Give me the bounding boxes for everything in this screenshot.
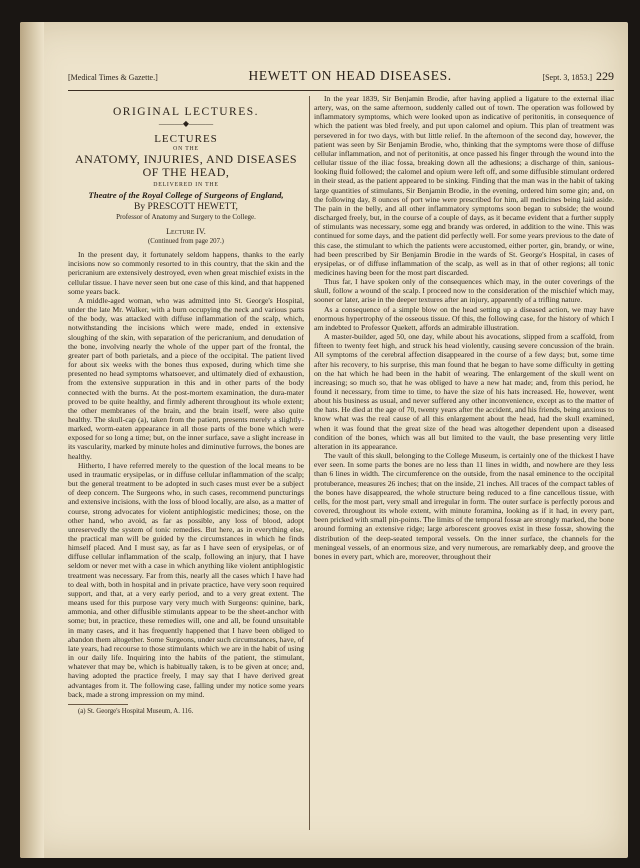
lecture-title-line-1: ANATOMY, INJURIES, AND DISEASES bbox=[74, 152, 298, 167]
lecture-number: Lecture IV. bbox=[166, 227, 206, 237]
body-paragraph: A middle-aged woman, who was admitted into St. George's Hospital, under the late Mr. Walker, with a burn occupying the neck and various parts of the body, was attacked with diffuse inflammation of the scalp, which, notwithstanding the incisions which were made, ended in extensive sloughing of the skin, with separation of the pericranium, and denudation of the bone, involving nearly the whole of the upper part of the frontal, the greater part of both parietals, and a piece of the occipital. The patient lived for about six weeks with the bones thus exposed, during which time she presented no head symptoms whatsoever, and ultimately died of exhaustion, from the extensive suppuration in this and in other parts of the body connected with the burns. At the post-mortem examination, the dura-mater proved to be quite healthy, and firmly adherent throughout its whole extent; the other membranes of the brain, and the brain itself, were also quite healthy. The skull-cap (a), taken from the patient, presents merely a slightly-marked, worm-eaten appearance in all those parts of the bone which were exposed for so long a time; but, on the inner surface, save a slight increase in its vascularity, marked by minute holes and diminutive furrows, the bones are healthy. bbox=[68, 295, 304, 461]
running-head bbox=[68, 68, 614, 91]
body-paragraph: The vault of this skull, belonging to the College Museum, is certainly one of the thickest I have ever seen. In some parts the bones are no less than 11 lines in width, and nowhere are they less than 6 lines in width. The circumference on the outside, from the nasal eminence to the occipital protuberance, measures 26 inches; that on the inside, 21 inches. All traces of the compact tables of the bones have disappeared, the whole structure being reduced to a fine cancellous tissue, with cells, for the most part, very small and irregular in form. The outer surface is perfectly porous and covered, throughout its whole extent, with minute foramina, looking as if it had, in every part, been pricked with small pin-points. The limits of the temporal fossæ are strongly marked, the bone around forming an extensive ridge; large arborescent grooves exist in these fossæ, showing the distribution of the deep-seated temporal vessels. On the inner surface, the channels for the meningeal vessels, of an enormous size, and very numerous, are remarkably deep, and groove the bones in every part, which are, moreover, throughout their bbox=[314, 451, 614, 561]
publication-name: [Medical Times & Gazette.] bbox=[68, 73, 158, 82]
column-divider bbox=[309, 96, 310, 830]
body-paragraph: In the present day, it fortunately seldom happens, thanks to the early incisions now so commonly resorted to in this country, that the skin and the pericranium are extensively destroyed, even when great mischief exists in the cellular tissue. I have never seen but one case of this kind, and that happened some years back. bbox=[68, 250, 304, 296]
body-paragraph: As a consequence of a simple blow on the head setting up a diseased action, we may have enormous hypertrophy of the osseous tissue. Of this, the following case, for the history of which I am indebted to Professor Quekett, affords an admirable illustration. bbox=[314, 304, 614, 332]
body-paragraph: In the year 1839, Sir Benjamin Brodie, after having applied a ligature to the external iliac artery, was, on the same afternoon, suddenly called out of town. The operation was followed by inflammatory symptoms, which were looked upon as indicative of peritonitis, in consequence of which the patient was bled freely, and put upon calomel and opium. This plan of treatment was persevered in for two days, with but little relief. In the afternoon of the second day, however, the patient was seen by Sir Benjamin Brodie, who, thinking that the symptoms were those of diffuse cellular inflammation, and not of peritonitis, at once passed his finger through the wound into the cellular tissue of the iliac fossa, breaking down all the adhesions; a discharge of thin, sanious-looking fluid followed; the calomel and opium were left off, and some diffusible stimulant ordered in their stead, as the patient appeared to be sinking. Finding that the man was in the habit of taking large quantities of stimulants, Sir Benjamin Brodie, in the evening, ordered him some gin; and, on the following day, 8 ounces of port wine were prescribed for him, all medicines being laid aside. The pain in the belly, and all other inflammatory symptoms soon began to subside; the wound discharged freely, but, in the course of a couple of days, as it became evident that a further supply of stimulants was necessary, some egg and brandy was ordered, in addition to the wine. This was continued for some days, and the patient did perfectly well. For some years previous to the date of this case, the stimulant to which the patients were accustomed, either porter, gin, brandy, or wine, had been prescribed by Sir Benjamin Brodie in the wards of St. George's Hospital, in cases of erysipelas, or of diffuse inflammation of the scalp, as well as in that of other regions; all tonic medicines having been for the most part discarded. bbox=[314, 94, 614, 277]
footnote: (a) St. George's Hospital Museum, A. 116. bbox=[78, 707, 194, 715]
section-title: ORIGINAL LECTURES. bbox=[112, 106, 260, 118]
on-the-line: ON THE bbox=[173, 146, 199, 153]
continued-note: (Continued from page 207.) bbox=[148, 238, 224, 246]
page-spine-shadow bbox=[20, 22, 44, 858]
footnote-rule bbox=[68, 704, 128, 705]
right-column bbox=[314, 94, 614, 846]
article-header-title: HEWETT ON HEAD DISEASES. bbox=[248, 68, 452, 83]
ornament-divider: ———◆——— bbox=[158, 119, 214, 129]
newspaper-page bbox=[20, 22, 628, 858]
author-title: Professor of Anatomy and Surgery to the College. bbox=[116, 213, 256, 222]
lecture-title-line-2: OF THE HEAD, bbox=[142, 165, 230, 180]
body-paragraph: A master-builder, aged 50, one day, while about his avocations, slipped from a scaffold, from fifteen to twenty feet high, and struck his head violently, causing severe concussion of the brain. All symptoms of the cerebral affection disappeared in the course of a few days; but, some time after his recovery, to his surprise, this man found that he began to have some difficulty in getting on the hat which he had been in the habit of wearing. The enlargement of the skull went on increasing; so much so, that he was obliged to have a new hat made; and, from this period, he found it necessary, from time to time, to have the size of his hats increased. He, however, went about his business as usual, and never suffered any other inconvenience, except as to the matter of the hats. He died at the age of 70, twenty years after the accident, and his friends, being anxious to know what was the real cause of all this enlargement about the head, had the skull examined, when it was found that the great size of the head was altogether dependent upon a diseased condition of the bones, which was all but limited to the vault, the base presenting very little alteration in its appearance. bbox=[314, 332, 614, 451]
issue-date: [Sept. 3, 1853.] bbox=[542, 73, 592, 82]
delivered-line: DELIVERED IN THE bbox=[153, 182, 219, 189]
issue-date-and-page bbox=[542, 69, 614, 84]
author-byline: By PRESCOTT HEWETT, bbox=[134, 202, 238, 213]
left-column bbox=[68, 94, 304, 846]
page-number: 229 bbox=[596, 69, 614, 83]
venue-line: Theatre of the Royal College of Surgeons of England, bbox=[88, 190, 284, 201]
body-paragraph: Hitherto, I have referred merely to the question of the local means to be used in traumatic erysipelas, or in diffuse cellular inflammation of the scalp; but the general treatment to be adopted in such cases must ever be a subject of deep concern. The Surgeons who, in such cases, recommend puncturings and extensive incisions, with the loss of blood locally, are also, as a matter of course, strong advocates for violent antiphlogistic medicines; those, on the other hand, who avoid, as far as possible, any loss of blood, adopt unreservedly the system of tonic remedies. But here, as in everything else, the practical man will be guided by the circumstances in which he finds himself placed. And I must say, as far as I have seen of erysipelas, or of diffuse cellular inflammation of the scalp, following an injury, that I have seldom or never met with a case in which anything like violent antiphlogistic treatment was necessary. Far from this, nearly all the cases which I have had to deal with, both in hospital and in private practice, have very soon required support, and that, at a very early period, and to a very great extent. The means used for this purpose vary very much with Surgeons: quinine, bark, ammonia, and other diffusible stimulants appear to be the sheet-anchor with some; but, in practice, these remedies will, one and all, be found unsuitable in many cases, and it has frequently happened that I have been obliged to abandon them altogether. Some Surgeons, under such circumstances, have, of late years, had recourse to those stimulants which we are in the habit of using in our daily life. Inquiring into the habits of the patient, the stimulant, whatever that may be, which is habitually taken, is to be given at once; and, having adopted the practice freely, I may say that I have derived great advantages from it. The following case, falling under my notice some years back, made a strong impression on my mind. bbox=[68, 460, 304, 699]
lectures-heading: LECTURES bbox=[154, 133, 218, 146]
body-paragraph: Thus far, I have spoken only of the consequences which may, in the outer coverings of the skull, follow a wound of the scalp. I proceed now to the consideration of the mischief which may, sooner or later, arise in the deeper textures after an injury, apparently of a trifling nature. bbox=[314, 277, 614, 305]
